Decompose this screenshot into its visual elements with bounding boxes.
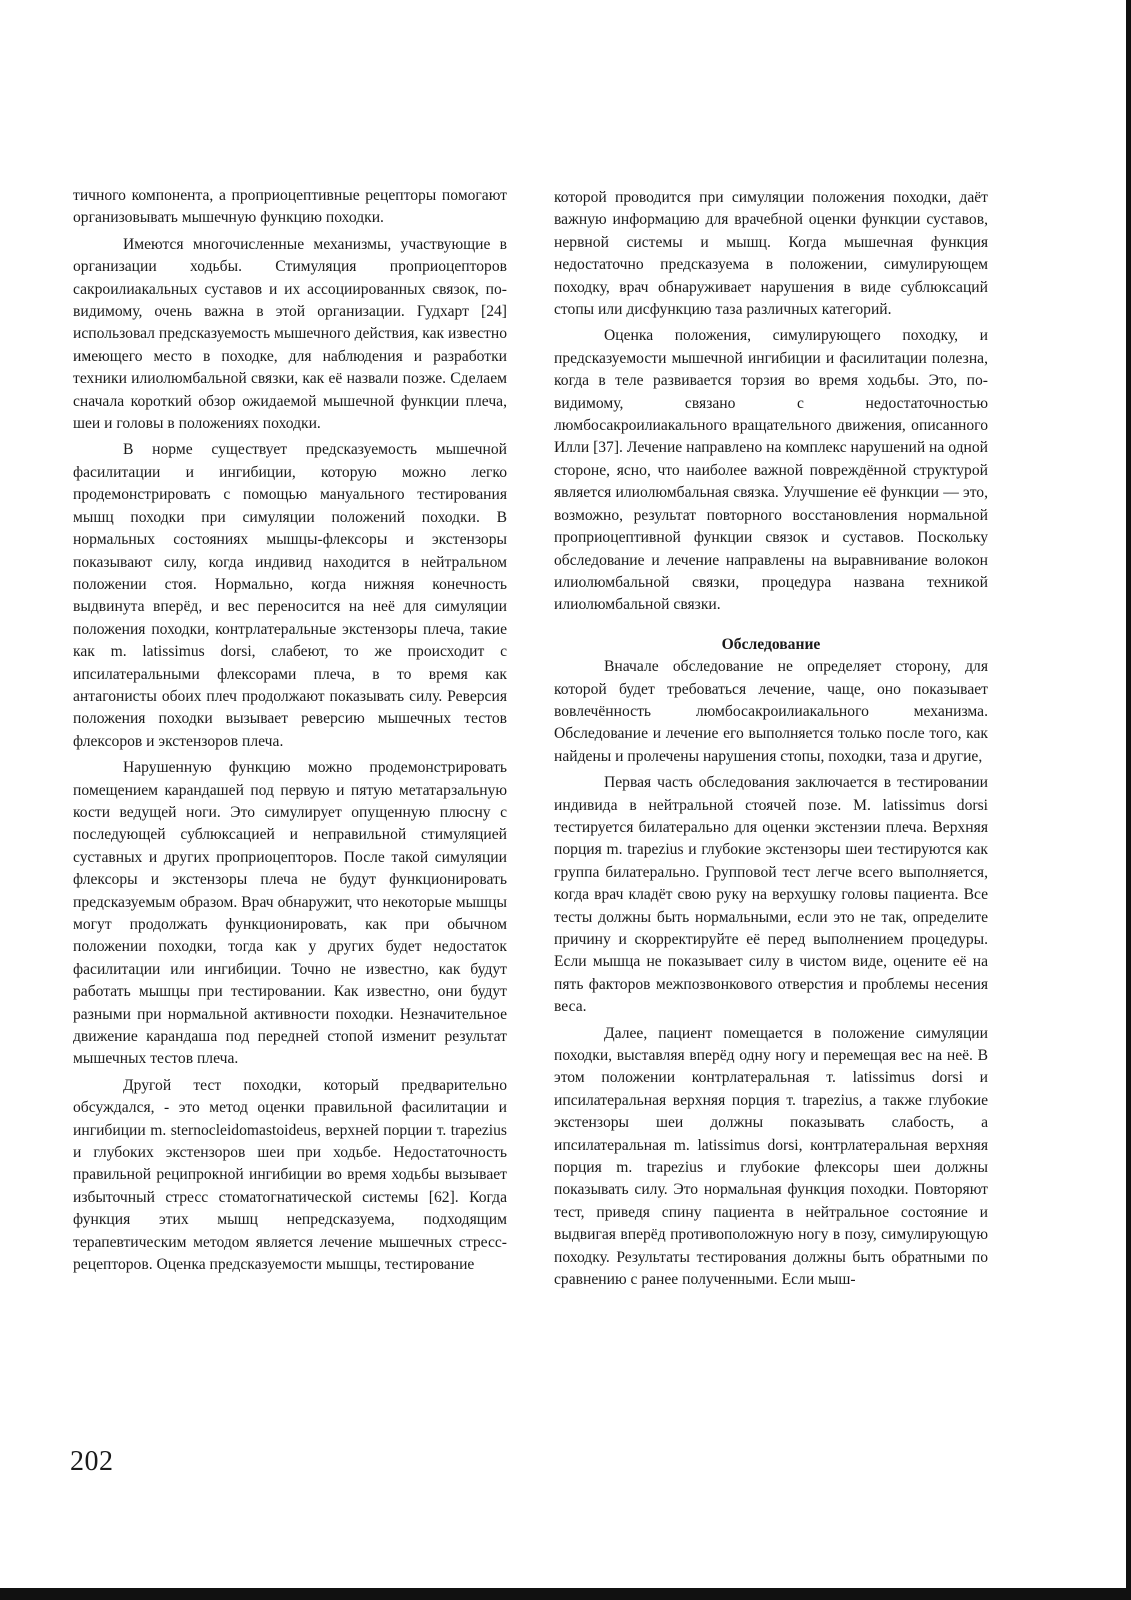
body-paragraph: Далее, пациент помещается в положение симуляции походки, выставляя вперёд одну ногу и перемещая вес на неё. В этом положении контрлатеральная т. latissimus dorsi и ипсилатеральная верхняя порция т. trapezius, а также глубокие экстензоры шеи должны показывать слабость, а ипсилатеральная m. latissimus dorsi, контрлатеральная верхняя порция m. trapezius и глубокие флексоры шеи должны показывать силу. Это нормальная функция походки. Повторяют тест, приведя спину пациента в нейтральное состояние и выдвигая вперёд противоположную ногу в позу, симулирующую походку. Результаты тестирования должны быть обратными по сравнению с ранее полученными. Если мыш- <box>554 1024 988 1289</box>
body-paragraph: Вначале обследование не определяет сторону, для которой будет требоваться лечение, чаще, оно показывает вовлечённость люмбосакроилиакального механизма. Обследование и лечение его выполняется только после того, как найдены и пролечены нарушения стопы, походки, таза и другие, <box>554 658 988 765</box>
scan-edge-right <box>1126 0 1131 1600</box>
right-text-column <box>554 187 988 1296</box>
body-paragraph: В норме существует предсказуемость мышечной фасилитации и ингибиции, которую можно легко продемонстрировать с помощью мануального тестирования мышц походки при симуляции положений походки. В нормальных состояниях мышцы-флексоры и экстензоры показывают силу, когда индивид находится в нейтральном положении стоя. Нормально, когда нижняя конечность выдвинута вперёд, и вес переносится на неё для симуляции положения походки, контрлатеральные экстензоры плеча, такие как m. latissimus dorsi, слабеют, то же происходит с ипсилатеральными флексорами плеча, в то время как антагонисты обоих плеч продолжают показывать силу. Реверсия положения походки вызывает реверсию мышечных тестов флексоров и экстензоров плеча. <box>73 441 507 750</box>
body-paragraph: тичного компонента, а проприоцептивные рецепторы помогают организовывать мышечную функцию походки. <box>73 187 507 227</box>
section-heading: Обследование <box>721 635 821 653</box>
body-paragraph: Имеются многочисленные механизмы, участвующие в организации ходьбы. Стимуляция проприоцепторов сакроилиакальных суставов и их ассоциированных связок, по-видимому, очень важна в этой организации. Гудхарт [24] использовал предсказуемость мышечного действия, как известно имеющего место в походке, для наблюдения и разработки техники илиолюмбальной связки, как её назвали позже. Сделаем сначала короткий обзор ожидаемой мышечной функции плеча, шеи и головы в положениях походки. <box>73 235 507 433</box>
left-text-column <box>73 185 507 1281</box>
scan-edge-bottom <box>0 1588 1131 1600</box>
body-paragraph: Нарушенную функцию можно продемонстрировать помещением карандашей под первую и пятую метатарзальную кости ведущей ноги. Это симулирует опущенную плюсну с последующей сублюксацией и неправильной стимуляцией суставных и других проприоцепторов. После такой симуляции флексоры и экстензоры плеча не будут функционировать предсказуемым образом. Врач обнаружит, что некоторые мышцы могут продолжать функционировать, как при обычном положении походки, тогда как у других будет недостаток фасилитации или ингибиции. Точно не известно, как будут работать мышцы при тестировании. Как известно, они будут разными при нормальной активности походки. Незначительное движение карандаша под передней стопой изменит результат мышечных тестов плеча. <box>73 759 507 1068</box>
body-paragraph: Другой тест походки, который предварительно обсуждался, - это метод оценки правильной фасилитации и ингибиции m. sternocleidomastoideus, верхней порции т. trapezius и глубоких экстензоров шеи при ходьбе. Недостаточность правильной реципрокной ингибиции во время ходьбы вызывает избыточный стресс стоматогнатической системы [62]. Когда функция этих мышц непредсказуема, подходящим терапевтическим методом является лечение мышечных стресс-рецепторов. Оценка предсказуемости мышцы, тестирование <box>73 1076 507 1274</box>
page-number: 202 <box>70 1446 114 1477</box>
body-paragraph: Первая часть обследования заключается в тестировании индивида в нейтральной стоячей позе. М. latissimus dorsi тестируется билатерально для оценки экстензии плеча. Верхняя порция m. trapezius и глубокие экстензоры шеи тестируются как группа билатерально. Групповой тест легче всего выполняется, когда врач кладёт свою руку на верхушку головы пациента. Все тесты должны быть нормальными, если это не так, определите причину и скорректируйте её перед выполнением процедуры. Если мышца не показывает силу в чистом виде, оцените её на пять факторов межпозвонкового отверстия и проблемы несения веса. <box>554 774 988 1016</box>
body-paragraph: Оценка положения, симулирующего походку, и предсказуемости мышечной ингибиции и фасилитации полезна, когда в теле развивается торзия во время ходьбы. Это, по-видимому, связано с недостаточностью люмбосакроилиакального вращательного движения, описанного Илли [37]. Лечение направлено на комплекс нарушений на одной стороне, ясно, что наиболее важной повреждённой структурой является илиолюмбальная связка. Улучшение её функции — это, возможно, результат повторного восстановления нормальной проприоцептивной функции связок и суставов. Поскольку обследование и лечение направлены на выравнивание волокон илиолюмбальной связки, процедура названа техникой илиолюмбальной связки. <box>554 327 988 614</box>
body-paragraph: которой проводится при симуляции положения походки, даёт важную информацию для врачебной оценки функции суставов, нервной системы и мышц. Когда мышечная функция недостаточно предсказуема в положении, симулирующем походку, врач обнаруживает нарушения в виде сублюксаций стопы или дисфункцию таза различных категорий. <box>554 189 988 319</box>
